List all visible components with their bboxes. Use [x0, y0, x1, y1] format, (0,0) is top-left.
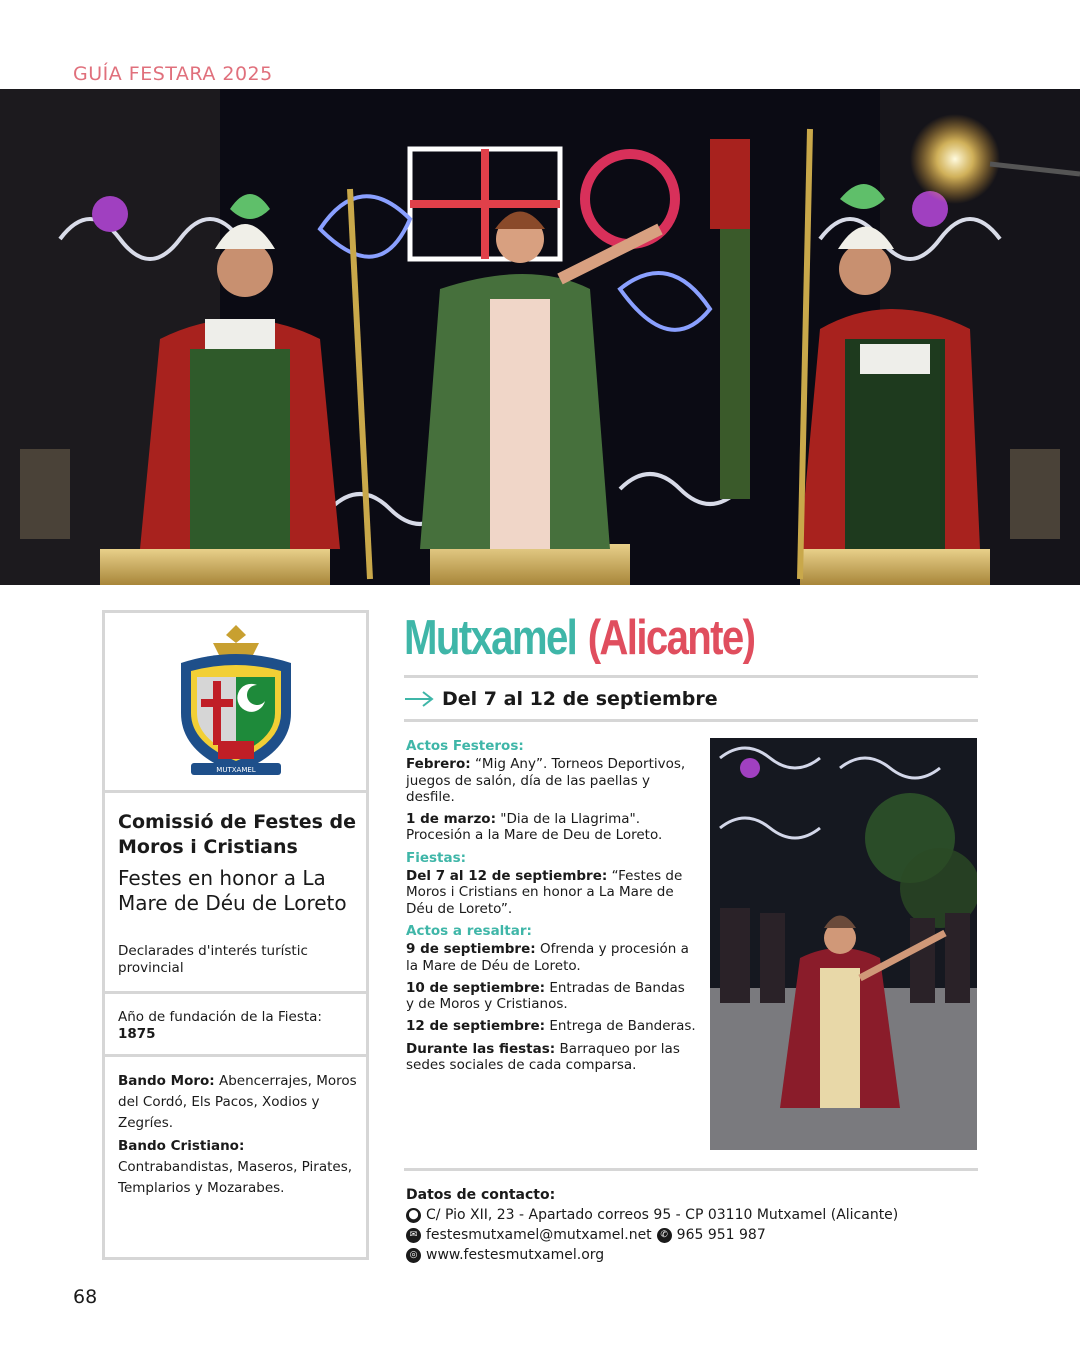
event-label: Del 7 al 12 de septiembre:: [406, 868, 608, 885]
town-name: Mutxamel: [404, 611, 577, 665]
event-text: Entrega de Banderas.: [549, 1018, 696, 1035]
event-label: 1 de marzo:: [406, 811, 496, 828]
event-item: [406, 1018, 696, 1034]
commission-subtitle: Festes en honor a La Mare de Déu de Loreto: [118, 866, 347, 915]
phone-icon: ✆: [657, 1228, 672, 1243]
event-text: “Mig Any”. Torneos Deportivos, juegos de salón, día de las paellas y desfile.: [406, 756, 686, 805]
bando-cristiano-label: Bando Cristiano:: [118, 1138, 245, 1154]
globe-icon: ◎: [406, 1248, 421, 1263]
logo-text: MUTXAMEL: [216, 766, 256, 774]
divider: [105, 1054, 366, 1057]
dates-row: [404, 684, 718, 714]
contact-block: [406, 1185, 986, 1265]
bando-cristiano: [118, 1136, 358, 1199]
declaration-text: Declarades d'interés turístic provincial: [118, 943, 308, 976]
event-text: Entradas de Bandas y de Moros y Cristianos.: [406, 979, 685, 1013]
arrow-right-icon: [404, 690, 434, 708]
page-number: 68: [73, 1286, 98, 1308]
town-title: [404, 600, 754, 676]
divider: [404, 719, 978, 722]
event-item: [406, 941, 696, 974]
parade-photo: [710, 738, 977, 1150]
coat-of-arms-logo: [173, 623, 299, 779]
foundation-year-label: Año de fundación de la Fiesta:: [118, 1009, 322, 1025]
contact-phone[interactable]: 965 951 987: [676, 1227, 766, 1243]
bando-cristiano-value: Contrabandistas, Maseros, Pirates, Templarios y Mozarabes.: [118, 1159, 353, 1196]
info-card: [102, 610, 369, 1260]
section-actos-festeros: Actos Festeros:: [406, 738, 524, 754]
commission-title: Comissió de Festes de Moros i Cristians: [118, 811, 356, 858]
event-label: 9 de septiembre:: [406, 941, 536, 958]
divider: [105, 991, 366, 994]
event-label: Durante las fiestas:: [406, 1040, 556, 1057]
event-item: [406, 868, 696, 917]
bando-moro-label: Bando Moro:: [118, 1073, 215, 1089]
event-item: [406, 1041, 696, 1074]
province-name: (Alicante): [587, 611, 755, 665]
event-item: [406, 980, 696, 1013]
contact-web-row: [406, 1245, 986, 1265]
foundation-year: [118, 1009, 358, 1043]
guide-label: GUÍA FESTARA 2025: [73, 63, 273, 85]
bando-moro-value: Abencerrajes, Moros del Cordó, Els Pacos, Xodios y Zegríes.: [118, 1073, 357, 1131]
event-label: 10 de septiembre:: [406, 979, 546, 996]
event-text: Ofrenda y procesión a la Mare de Déu de Loreto.: [406, 941, 689, 974]
section-actos-resaltar: Actos a resaltar:: [406, 922, 532, 939]
event-text: “Festes de Moros i Cristians en honor a La Mare de Déu de Loreto”.: [406, 868, 683, 917]
divider: [404, 675, 978, 678]
divider: [404, 1168, 978, 1171]
event-label: 12 de septiembre:: [406, 1018, 546, 1035]
contact-address-row: [406, 1205, 986, 1225]
bando-moro: [118, 1071, 358, 1134]
contact-email-phone-row: [406, 1225, 986, 1245]
contact-email[interactable]: festesmutxamel@mutxamel.net: [426, 1227, 652, 1243]
event-text: Barraqueo por las sedes sociales de cada comparsa.: [406, 1040, 680, 1074]
foundation-year-value: 1875: [118, 1026, 156, 1042]
section-fiestas: Fiestas:: [406, 849, 467, 866]
event-item: [406, 756, 696, 805]
contact-label: Datos de contacto:: [406, 1187, 556, 1203]
logo-panel: [105, 613, 366, 793]
event-item: [406, 811, 696, 844]
contact-website[interactable]: www.festesmutxamel.org: [426, 1247, 605, 1263]
bandos: [118, 1071, 358, 1199]
event-label: Febrero:: [406, 756, 471, 773]
events-list: [406, 738, 696, 1079]
contact-address: C/ Pio XII, 23 - Apartado correos 95 - CP 03110 Mutxamel (Alicante): [426, 1207, 899, 1223]
hero-photo: [0, 89, 1080, 585]
email-icon: ✉: [406, 1228, 421, 1243]
location-pin-icon: ⬤: [406, 1208, 421, 1223]
event-text: "Dia de la Llagrima". Procesión a la Mare de Deu de Loreto.: [406, 811, 663, 844]
festival-dates: Del 7 al 12 de septiembre: [442, 688, 718, 710]
